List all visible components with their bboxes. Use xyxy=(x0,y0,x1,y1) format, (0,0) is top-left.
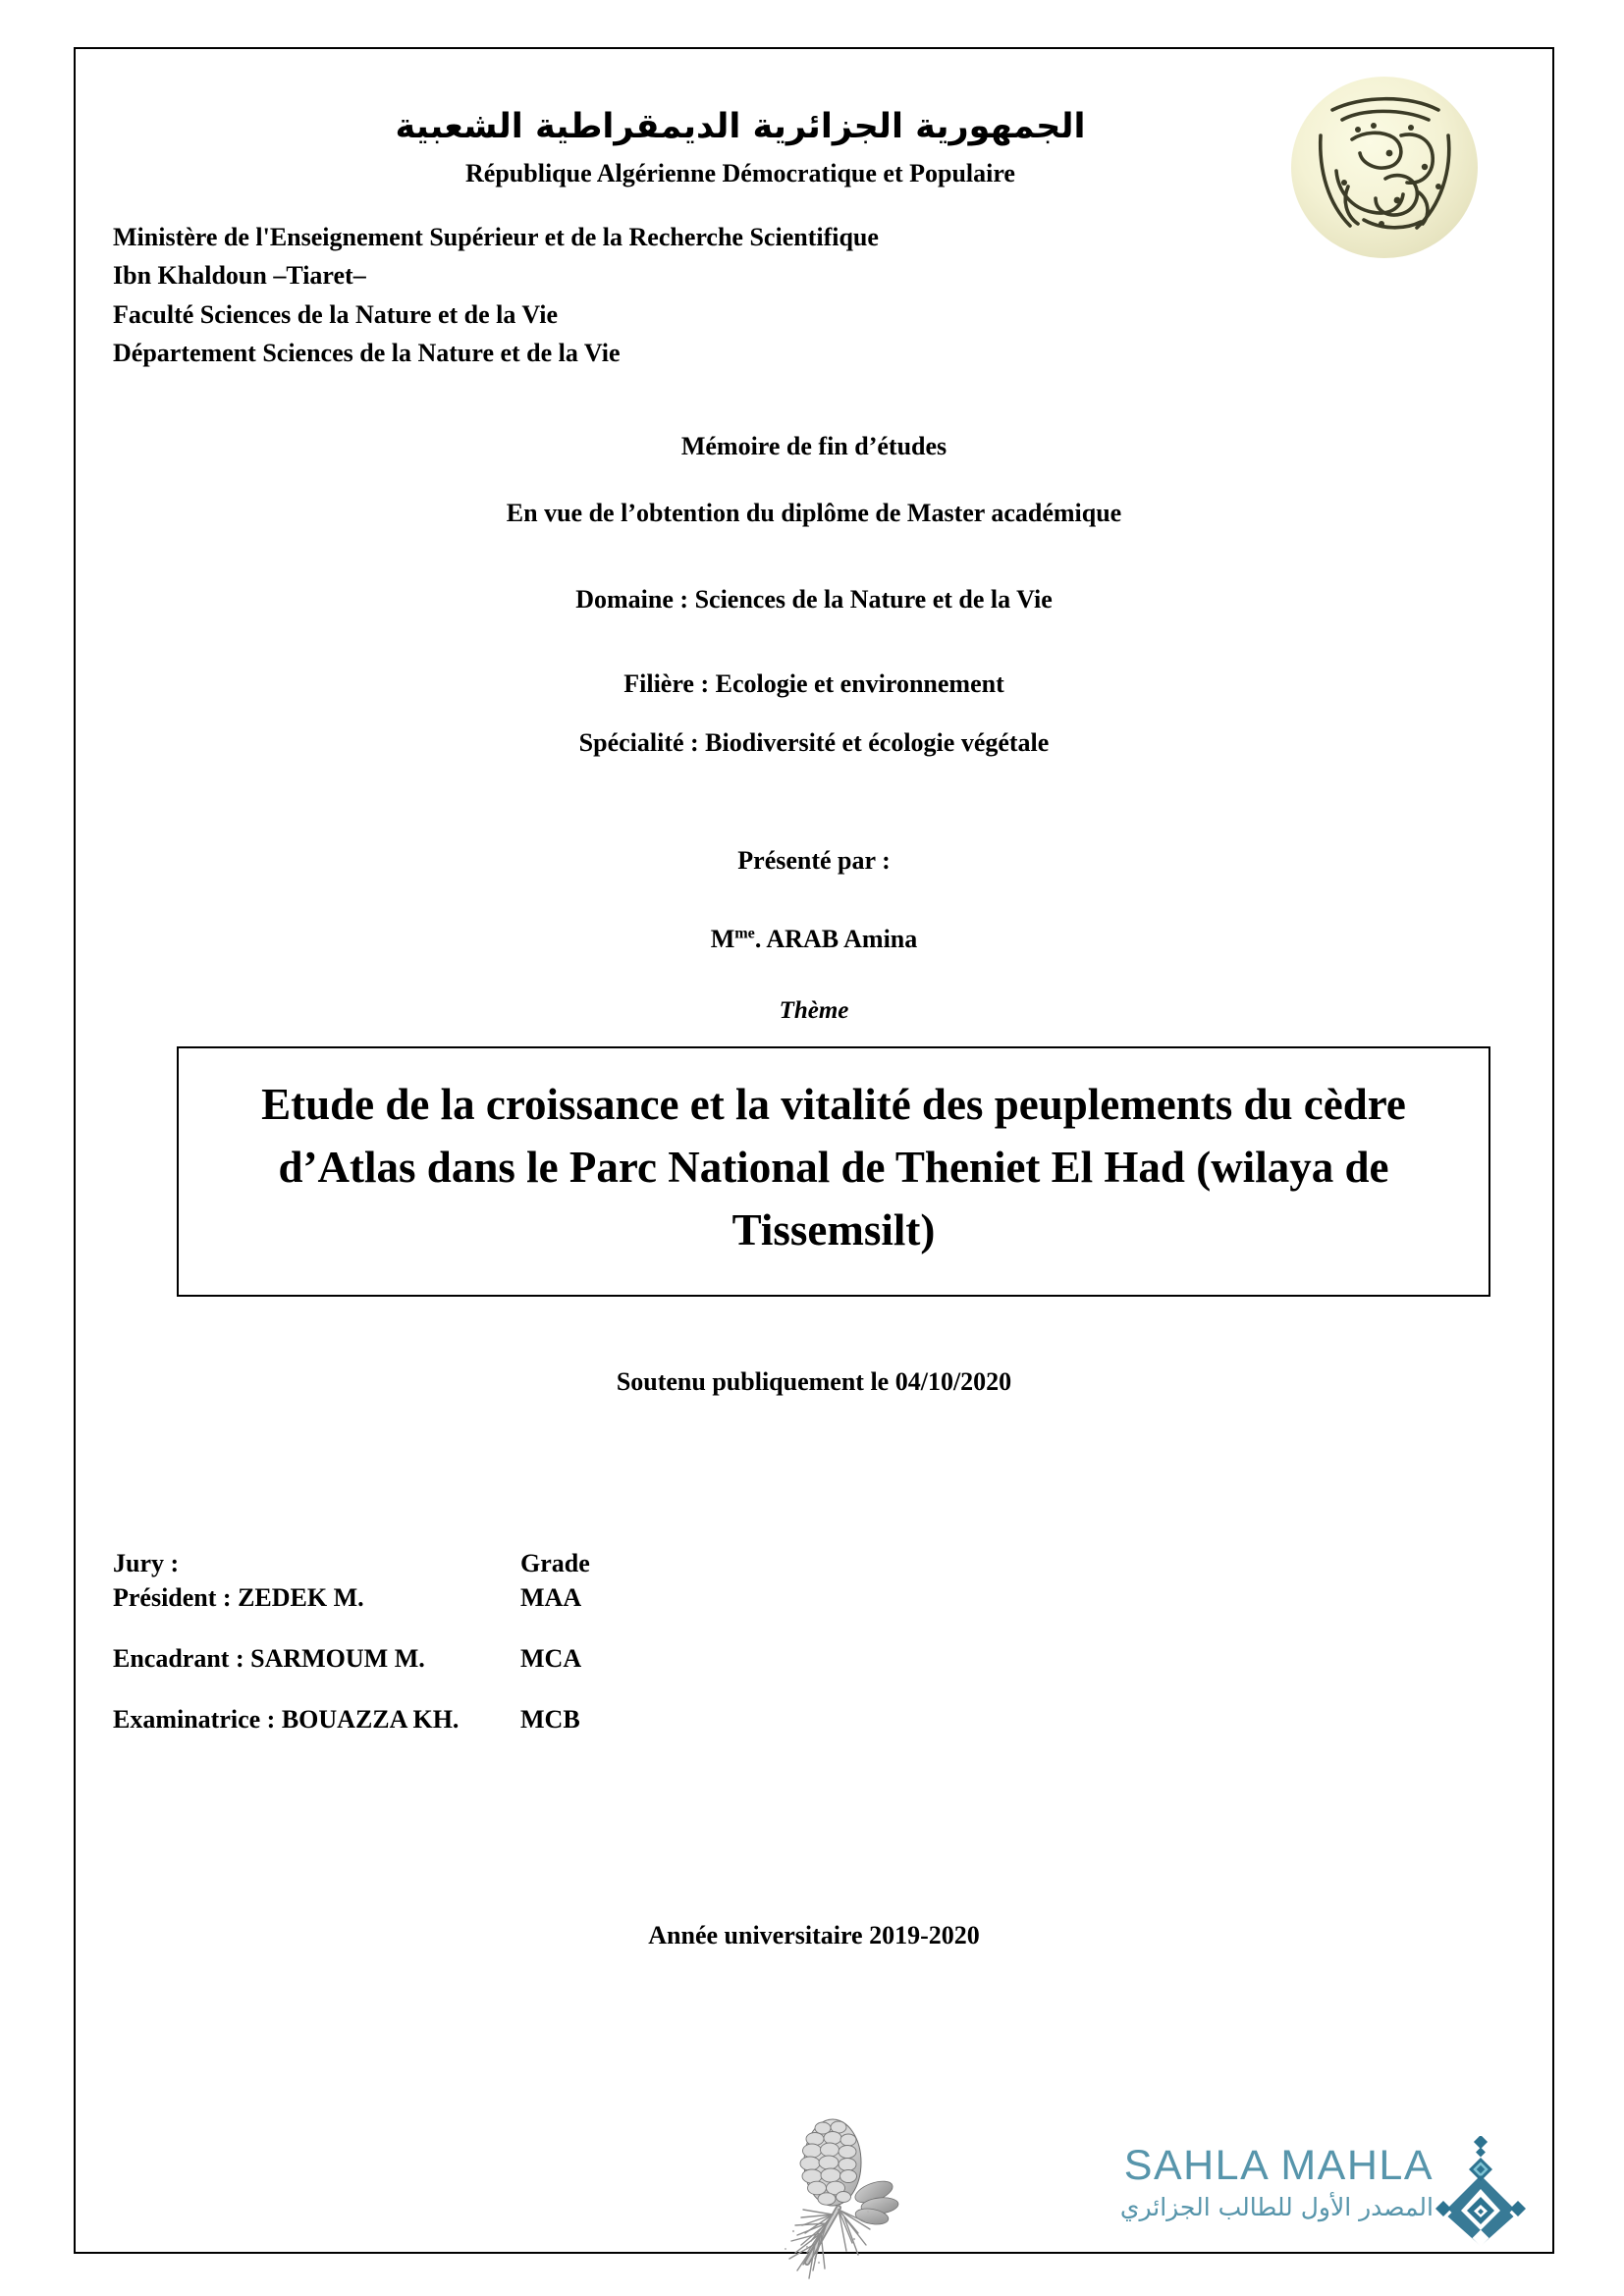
theme-label: Thème xyxy=(779,996,849,1024)
author-full-name: . ARAB Amina xyxy=(754,924,918,953)
jury-member-role: Président : ZEDEK M. xyxy=(113,1583,364,1613)
author-title-superscript: me xyxy=(734,925,755,942)
watermark-brand-text: SAHLA MAHLA xyxy=(1123,2142,1434,2189)
thesis-title: Etude de la croissance et la vitalité des peuplements du cèdre d’Atlas dans le Parc National de Theniet El Had (wilaya de Tissemsilt) xyxy=(261,1079,1406,1255)
domain-line: Domaine : Sciences de la Nature et de la Vie xyxy=(575,584,1053,614)
jury-member-role: Encadrant : SARMOUM M. xyxy=(113,1644,425,1674)
sahla-mahla-watermark xyxy=(1100,2140,1522,2258)
specialite-line: Spécialité : Biodiversité et écologie végétale xyxy=(578,727,1050,757)
author-name xyxy=(74,925,1554,954)
author-title-prefix: M xyxy=(710,924,735,953)
watermark-arabic-tagline: المصدر الأول للطالب الجزائري xyxy=(1119,2193,1434,2221)
academic-year: Année universitaire 2019-2020 xyxy=(648,1921,980,1950)
french-republic-heading: République Algérienne Démocratique et Populaire xyxy=(465,158,1015,187)
jury-header-row xyxy=(113,1549,1554,1578)
jury-member-role: Examinatrice : BOUAZZA KH. xyxy=(113,1705,460,1735)
memoire-label: Mémoire de fin d’études xyxy=(680,431,947,460)
watermark-diamond-logo-icon xyxy=(1434,2136,1528,2246)
diploma-statement: En vue de l’obtention du diplôme de Master académique xyxy=(506,498,1122,527)
arabic-republic-heading: الجمهورية الجزائرية الديمقراطية الشعبية xyxy=(395,107,1086,146)
cedar-pinecone-illustration xyxy=(756,2115,943,2287)
jury-heading: Jury : xyxy=(113,1549,180,1578)
jury-grade-heading: Grade xyxy=(520,1549,590,1578)
jury-member-grade: MAA xyxy=(520,1583,582,1613)
institution-line-faculty: Faculté Sciences de la Nature et de la Vie xyxy=(113,299,558,329)
institution-line-department: Département Sciences de la Nature et de la Vie xyxy=(113,339,621,368)
jury-member-grade: MCB xyxy=(520,1705,580,1735)
presented-by-label: Présenté par : xyxy=(737,845,891,875)
jury-row-president xyxy=(113,1583,1554,1613)
jury-member-grade: MCA xyxy=(520,1644,582,1674)
page-content xyxy=(74,47,1554,2254)
filiere-line: Filière : Ecologie et environnement xyxy=(623,668,1004,698)
jury-block xyxy=(74,1549,1554,1735)
jury-row-examinatrice xyxy=(113,1705,1554,1735)
defense-date-line: Soutenu publiquement le 04/10/2020 xyxy=(616,1367,1012,1397)
institution-line-ministry: Ministère de l'Enseignement Supérieur et de la Recherche Scientifique xyxy=(113,222,879,251)
university-seal-logo xyxy=(1291,77,1478,258)
institution-line-university: Ibn Khaldoun –Tiaret– xyxy=(113,261,366,291)
thesis-title-box xyxy=(177,1046,1490,1298)
jury-row-encadrant xyxy=(113,1644,1554,1674)
